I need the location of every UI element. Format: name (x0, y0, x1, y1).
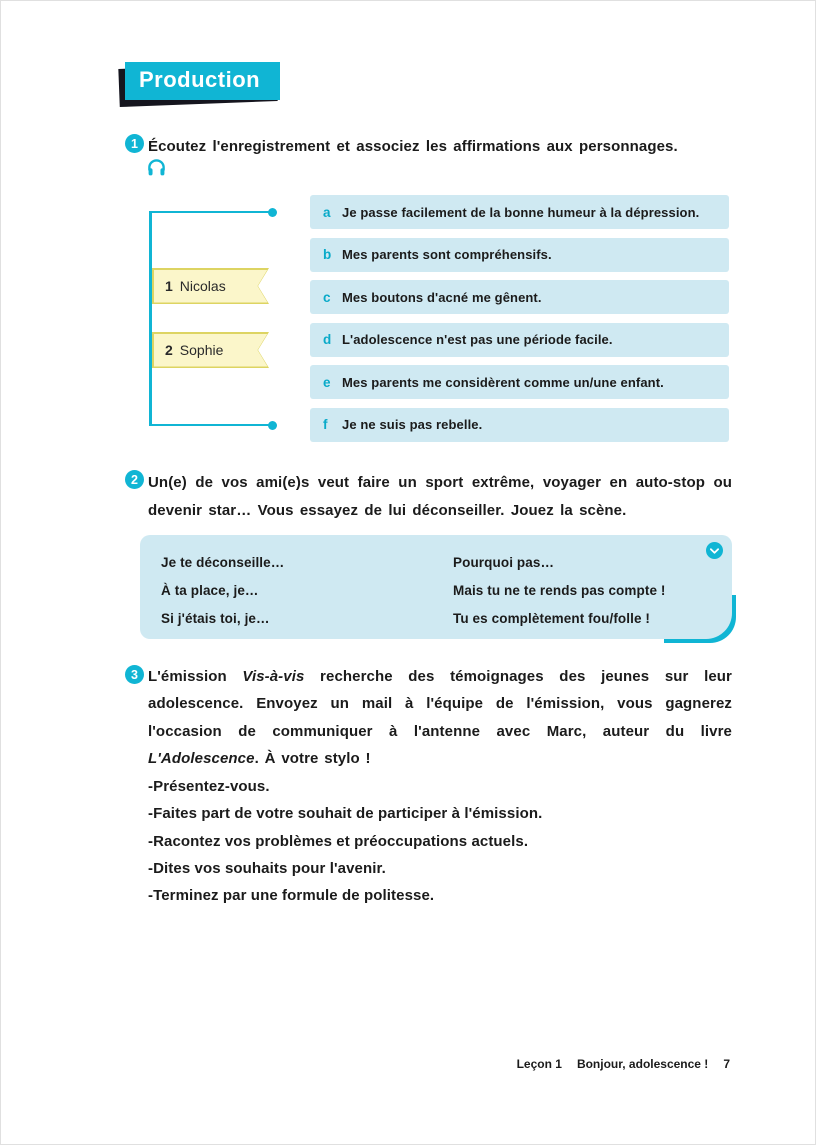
statements-list (310, 195, 729, 450)
statement-letter: a (323, 204, 331, 220)
exercise3-task-list (148, 773, 732, 909)
statement-row-f[interactable] (310, 408, 729, 442)
task-item: -Faites part de votre souhait de participer à l'émission. (148, 805, 543, 823)
tag-label (165, 268, 226, 304)
dialogue-phrase: Si j'étais toi, je… (161, 611, 270, 626)
statement-text: Je ne suis pas rebelle. (342, 417, 483, 432)
dialogue-phrase: À ta place, je… (161, 583, 259, 598)
tag-name: Nicolas (179, 278, 226, 294)
page-footer (517, 1057, 730, 1071)
section-title: Production (125, 62, 280, 100)
exercise1-number-badge: 1 (125, 134, 144, 153)
statement-text: Mes parents me considèrent comme un/une enfant. (342, 374, 664, 390)
task-item: -Présentez-vous. (148, 778, 270, 795)
book-title: L'Adolescence (148, 749, 255, 767)
dialogue-phrase: Mais tu ne te rends pas compte ! (453, 583, 666, 598)
exercise2-number-badge: 2 (125, 470, 144, 489)
statement-row-d[interactable] (310, 323, 729, 357)
match-line-top (149, 211, 273, 214)
exercise1-instruction: Écoutez l'enregistrement et associez les affirmations aux personnages. (148, 138, 678, 155)
chevron-down-icon[interactable] (706, 542, 723, 559)
dialogue-left-column (161, 549, 453, 639)
dialogue-phrase: Je te déconseille… (161, 555, 285, 570)
dialogue-phrase: Tu es complètement fou/folle ! (453, 611, 651, 626)
match-dot-top (268, 208, 277, 217)
footer-book-title: Bonjour, adolescence ! (576, 1057, 709, 1071)
match-line-vertical (149, 211, 152, 426)
statement-row-c[interactable] (310, 280, 729, 314)
statement-row-b[interactable] (310, 238, 729, 272)
exercise3-number-badge: 3 (125, 665, 144, 684)
exercise3-instruction (148, 663, 732, 772)
exercise2-instruction: Un(e) de vos ami(e)s veut faire un sport extrême, voyager en auto-stop ou devenir star… Vous essayez de lui déconseiller. Jouez la scène. (148, 474, 732, 519)
task-item: -Dites vos souhaits pour l'avenir. (148, 859, 386, 877)
show-title: Vis-à-vis (242, 668, 305, 685)
dialogue-box-inner (140, 535, 732, 639)
statement-text: Mes parents sont compréhensifs. (342, 247, 552, 262)
task-item: -Terminez par une formule de politesse. (148, 887, 435, 905)
instruction-text: recherche des témoignages des jeunes sur leur adolescence. Envoyez un mail à l'équipe de l'émission, vous gagnerez l'occasion de communiquer à l'antenne avec Marc, auteur du livre (148, 668, 732, 740)
statement-text: Mes boutons d'acné me gênent. (342, 289, 542, 305)
match-line-bottom (149, 424, 273, 427)
dialogue-box (140, 535, 732, 639)
statement-letter: c (323, 289, 331, 305)
statement-row-a[interactable] (310, 195, 729, 229)
statement-letter: f (323, 417, 328, 432)
statement-text: L'adolescence n'est pas une période facile. (342, 332, 613, 347)
instruction-text: L'émission (148, 668, 243, 685)
match-dot-bottom (268, 421, 277, 430)
footer-lesson: Leçon 1 (516, 1057, 562, 1071)
statement-row-e[interactable] (310, 365, 729, 399)
footer-page-number: 7 (723, 1057, 730, 1071)
tag-label (165, 332, 223, 368)
tag-name: Sophie (179, 342, 224, 358)
tag-number: 2 (165, 342, 173, 358)
dialogue-phrase: Pourquoi pas… (453, 555, 555, 570)
headphones-icon (147, 158, 166, 182)
statement-text: Je passe facilement de la bonne humeur à la dépression. (342, 204, 700, 220)
statement-letter: d (323, 332, 332, 347)
name-tag-nicolas[interactable] (152, 268, 269, 304)
tag-number: 1 (165, 278, 173, 294)
statement-letter: b (323, 247, 332, 262)
section-banner (125, 62, 280, 100)
name-tag-sophie[interactable] (152, 332, 269, 368)
dialogue-right-column (453, 549, 666, 639)
instruction-text: . À votre stylo ! (254, 749, 371, 767)
task-item: -Racontez vos problèmes et préoccupations actuels. (148, 832, 529, 850)
statement-letter: e (323, 374, 331, 390)
